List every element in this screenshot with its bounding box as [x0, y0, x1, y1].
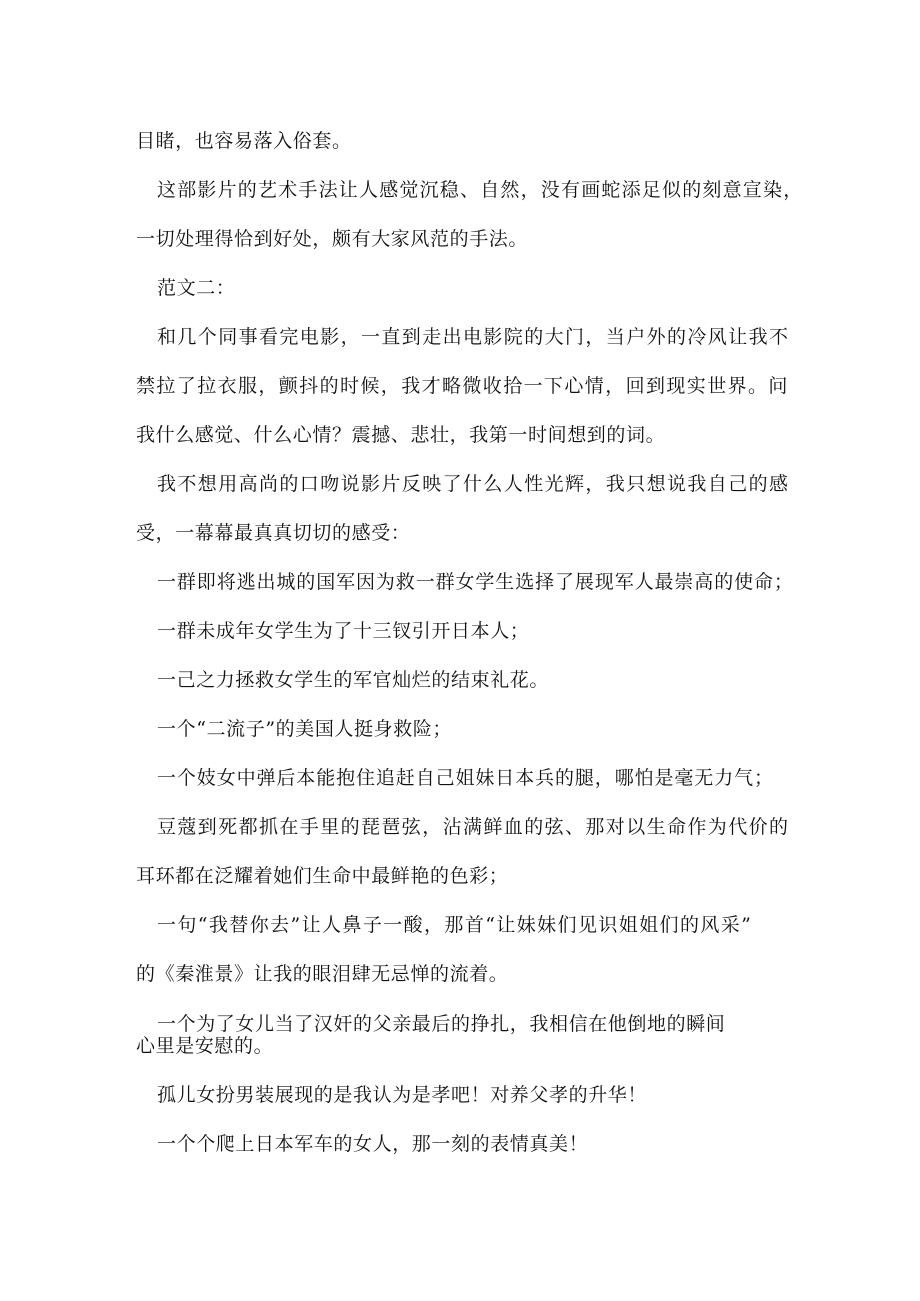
text-line: 一己之力拯救女学生的军官灿烂的结束礼花。 [157, 669, 550, 691]
text-line: 我什么感觉、什么心情？震撼、悲壮，我第一时间想到的词。 [136, 424, 666, 446]
text-line: 这部影片的艺术手法让人感觉沉稳、自然，没有画蛇添足似的刻意宣染， [157, 179, 804, 201]
text-line: 一个个爬上日本军车的女人，那一刻的表情真美！ [157, 1133, 589, 1155]
text-line: 豆蔻到死都抓在手里的琵琶弦，沾满鲜血的弦、那对以生命作为代价的 [157, 816, 790, 838]
text-line: 和几个同事看完电影，一直到走出电影院的大门，当户外的冷风让我不 [157, 326, 790, 348]
text-line: 一群即将逃出城的国军因为救一群女学生选择了展现军人最崇高的使命； [157, 571, 794, 593]
text-line: 孤儿女扮男装展现的是我认为是孝吧！对养父孝的升华！ [157, 1084, 648, 1106]
text-line: 我不想用高尚的口吻说影片反映了什么人性光辉，我只想说我自己的感 [157, 473, 790, 495]
text-line: 的《秦淮景》让我的眼泪肆无忌惮的流着。 [136, 963, 509, 985]
text-line: 一个妓女中弹后本能抱住追赶自己姐妹日本兵的腿，哪怕是毫无力气； [157, 767, 774, 789]
text-line: 禁拉了拉衣服，颤抖的时候，我才略微收拾一下心情，回到现实世界。问 [136, 375, 789, 397]
text-line: 一切处理得恰到好处，颇有大家风范的手法。 [136, 228, 529, 250]
text-line: 一群未成年女学生为了十三钗引开日本人； [157, 620, 530, 642]
text-line: 受，一幕幕最真真切切的感受： [136, 522, 411, 544]
text-line: 目睹，也容易落入俗套。 [136, 130, 352, 152]
text-line: 一个“二流子”的美国人挺身救险； [157, 718, 453, 740]
text-line: 心里是安慰的。 [136, 1035, 274, 1057]
section-heading: 范文二： [157, 277, 236, 299]
text-line: 一句“我替你去”让人鼻子一酸，那首“让妹妹们见识姐姐们的风采” [157, 914, 753, 936]
text-line: 一个为了女儿当了汉奸的父亲最后的挣扎，我相信在他倒地的瞬间 [157, 1013, 726, 1035]
text-line: 耳环都在泛耀着她们生命中最鲜艳的色彩； [136, 865, 509, 887]
